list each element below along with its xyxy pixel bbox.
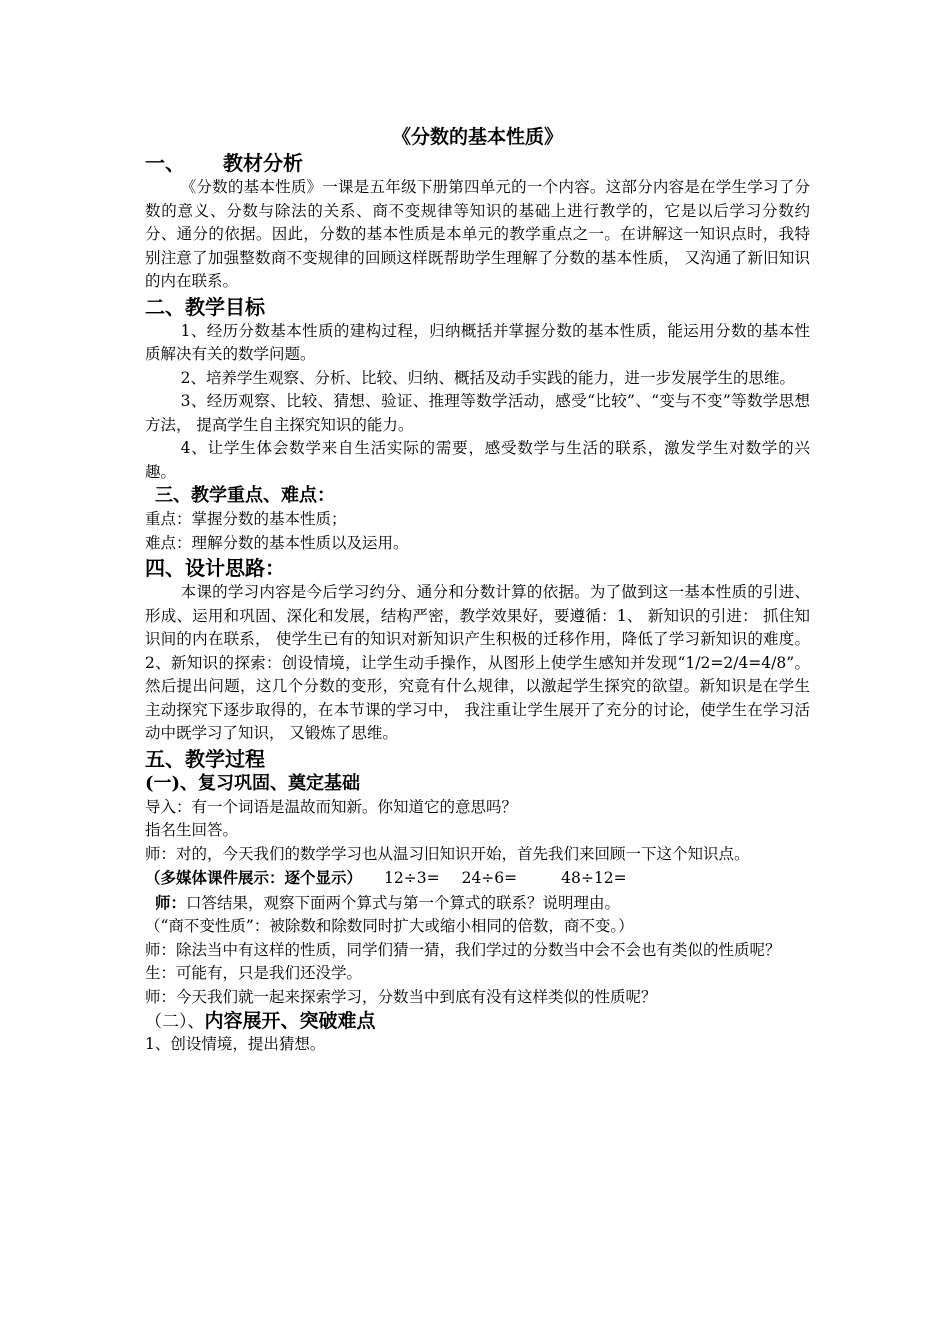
subsection-2-title: 内容展开、突破难点	[204, 1010, 376, 1032]
lead-in-text: 导入：有一个词语是温故而知新。你知道它的意思吗？	[145, 797, 518, 816]
key-point: 重点：掌握分数的基本性质；	[145, 510, 347, 528]
difficult-point: 难点：理解分数的基本性质以及运用。	[145, 533, 409, 552]
section-4-heading: 四、设计思路：	[145, 556, 285, 580]
section-4-paragraph: 本课的学习内容是今后学习约分、通分和分数计算的依据。为了做到这一基本性质的引进、形成、运用和巩固、深化和发展，结构严密，教学效果好，要遵循：1、 新知识的引进： 抓住知识间的内在联系， 使学生已有的知识对新知识产生积极的迁移作用，降低了学习新知识的难度。2、新知识的探索：创设情境，让学生动手操作，从图形上使学生感知并发现“1/2=2/4=4/8”。然后提出问题，这几个分数的变形，究竟有什么规律，以激起学生探究的欲望。新知识是在学生主动探究下逐步取得的，在本节课的学习中， 我注重让学生展开了充分的讨论，使学生在学习活动中既学习了知识， 又锻炼了思维。	[145, 583, 810, 742]
subsection-1-heading: (一)、复习巩固、奠定基础	[145, 772, 361, 794]
section-5-heading: 五、教学过程	[145, 746, 265, 771]
document-content	[145, 124, 810, 1057]
document-title: 《分数的基本性质》	[391, 126, 563, 148]
student-answer-text: 指名生回答。	[145, 821, 239, 839]
media-display-row	[145, 866, 810, 891]
equation-2: 24÷6=	[461, 869, 518, 887]
teacher-line-2	[145, 891, 810, 916]
step-1-text: 1、创设情境，提出猜想。	[145, 1035, 326, 1053]
section-1-paragraph: 《分数的基本性质》一课是五年级下册第四单元的一个内容。这部分内容是在学生学习了分数的意义、分数与除法的关系、商不变规律等知识的基础上进行教学的，它是以后学习分数约分、通分的依据。因此，分数的基本性质是本单元的教学重点之一。在讲解这一知识点时，我特别注意了加强整数商不变规律的回顾这样既帮助学生理解了分数的基本性质， 又沟通了新旧知识的内在联系。	[145, 178, 810, 290]
section-2-heading: 二、教学目标	[145, 294, 265, 319]
equation-3: 48÷12=	[561, 869, 627, 887]
subsection-2-prefix: （二）、	[145, 1012, 205, 1032]
section-1-number: 一、	[145, 151, 185, 175]
objective-item-2: 2、培养学生观察、分析、比较、归纳、概括及动手实践的能力，进一步发展学生的思维。	[180, 368, 796, 387]
student-line: 生：可能有，只是我们还没学。	[145, 964, 363, 982]
teacher-line-1: 师：对的，今天我们的数学学习也从温习旧知识开始，首先我们来回顾一下这个知识点。	[145, 844, 750, 863]
objective-item-4: 4、让学生体会数学来自生活实际的需要，感受数学与生活的联系，激发学生对数学的兴趣。	[145, 439, 810, 481]
teacher-line-2-text: 口答结果，观察下面两个算式与第一个算式的联系？说明理由。	[186, 893, 621, 912]
teacher-label: 师：	[155, 892, 187, 912]
media-label: （多媒体课件展示：逐个显示）	[145, 868, 363, 887]
teacher-line-4: 师：今天我们就一起来探索学习，分数当中到底有没有这样类似的性质呢？	[145, 987, 657, 1006]
teacher-line-3: 师：除法当中有这样的性质，同学们猜一猜，我们学过的分数当中会不会也有类似的性质呢？	[145, 940, 781, 959]
section-1-heading	[145, 150, 810, 176]
objective-item-3: 3、经历观察、比较、猜想、验证、推理等数学活动，感受“比较”、“变与不变”等数学思想方法， 提高学生自主探究知识的能力。	[145, 392, 810, 434]
section-3-heading: 三、教学重点、难点：	[155, 485, 335, 506]
equation-1: 12÷3=	[384, 869, 440, 887]
objective-item-1: 1、经历分数基本性质的建构过程，归纳概括并掌握分数的基本性质，能运用分数的基本性质解决有关的数学问题。	[145, 321, 810, 363]
subsection-2-heading	[145, 1009, 810, 1033]
quotient-rule-text: （“商不变性质”：被除数和除数同时扩大或缩小相同的倍数，商不变。）	[145, 917, 634, 935]
section-1-title: 教材分析	[223, 151, 303, 175]
